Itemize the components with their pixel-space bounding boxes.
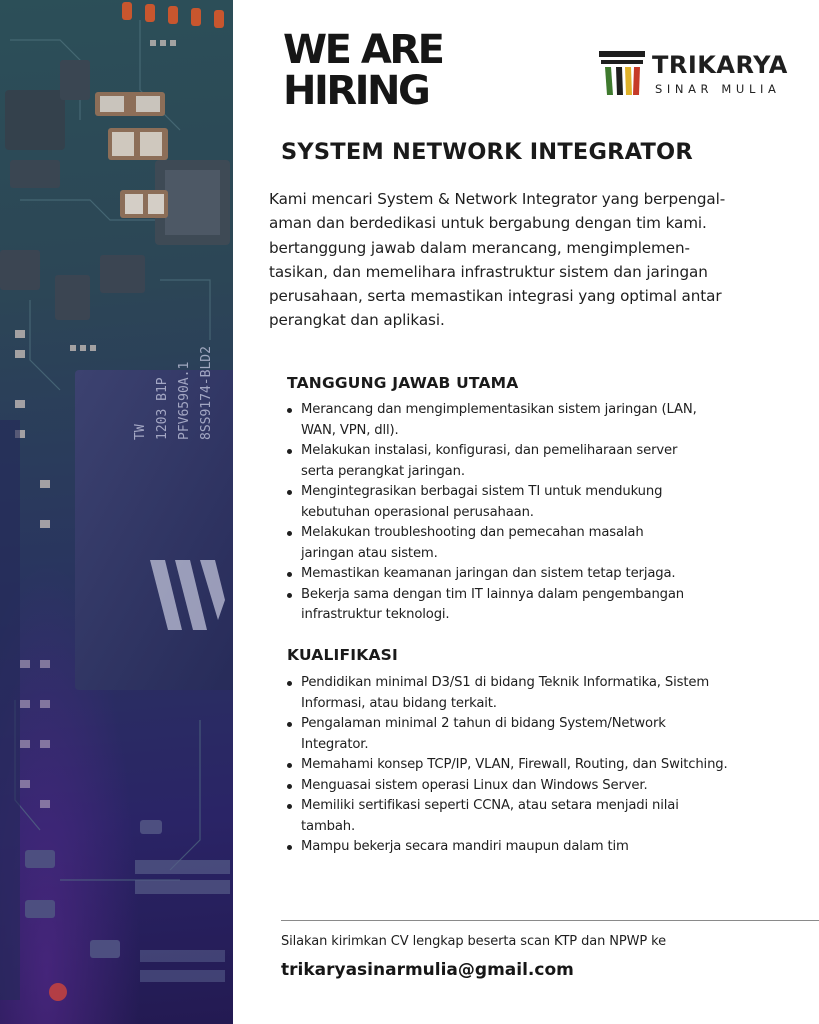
company-logo-mark-icon [599, 51, 645, 97]
qualification-line: tambah. [301, 818, 356, 834]
duty-line: kebutuhan operasional perusahaan. [301, 504, 534, 520]
duty-line: Memastikan keamanan jaringan dan sistem tetap terjaga. [301, 566, 676, 581]
qualification-line: Memahami konsep TCP/IP, VLAN, Firewall, Routing, dan Switching. [301, 757, 728, 772]
qualification-line: Pendidikan minimal D3/S1 di bidang Teknik Informatika, Sistem [301, 675, 710, 690]
company-logo [599, 51, 788, 99]
qualifications-list [287, 673, 807, 858]
qualification-item [287, 673, 807, 714]
qualification-item [287, 796, 807, 837]
qualification-line: Pengalaman minimal 2 tahun di bidang System/Network [301, 716, 666, 731]
qualification-item [287, 755, 807, 776]
footer-divider [281, 920, 819, 921]
duty-item [287, 585, 807, 626]
chip-marking-3: 1203 B1P [155, 377, 170, 440]
duty-item [287, 482, 807, 523]
qualification-item [287, 776, 807, 797]
duties-heading: TANGGUNG JAWAB UTAMA [287, 374, 519, 392]
duty-line: Melakukan instalasi, konfigurasi, dan pemeliharaan server [301, 443, 678, 458]
circuit-board-illustration [0, 0, 233, 1024]
application-instruction: Silakan kirimkan CV lengkap beserta scan KTP dan NPWP ke [281, 934, 667, 949]
qualification-line: Mampu bekerja secara mandiri maupun dalam tim [301, 839, 629, 854]
job-intro [269, 187, 799, 333]
hiring-line-1: WE ARE [283, 27, 443, 73]
duty-line: Merancang dan mengimplementasikan sistem jaringan (LAN, [301, 402, 697, 417]
chip-marking-1: 8SS9174-BLD2 [199, 346, 214, 440]
intro-line: aman dan berdedikasi untuk bergabung dengan tim kami. [269, 214, 707, 233]
qualification-line: Informasi, atau bidang terkait. [301, 695, 497, 711]
chip-marking-2: PFV6590A.1 [177, 361, 192, 440]
duty-line: Mengintegrasikan berbagai sistem TI untuk mendukung [301, 484, 663, 499]
duty-item [287, 523, 807, 564]
job-title: SYSTEM NETWORK INTEGRATOR [281, 139, 693, 165]
duty-line: infrastruktur teknologi. [301, 607, 450, 622]
intro-line: Kami mencari System & Network Integrator yang berpengal- [269, 190, 726, 208]
duty-line: Bekerja sama dengan tim IT lainnya dalam pengembangan [301, 586, 685, 602]
intro-line: bertanggung jawab dalam merancang, mengimplemen- [269, 238, 690, 257]
hiring-line-2: HIRING [283, 68, 429, 114]
hiring-headline [283, 27, 443, 114]
qualification-line: Menguasai sistem operasi Linux dan Windows Server. [301, 777, 648, 793]
duties-list [287, 400, 807, 626]
qualification-item [287, 714, 807, 755]
duty-line: jaringan atau sistem. [301, 545, 438, 561]
company-name: TRIKARYA [652, 51, 788, 79]
qualification-item [287, 837, 807, 858]
qualifications-heading: KUALIFIKASI [287, 646, 398, 664]
duty-line: serta perangkat jaringan. [301, 463, 465, 479]
job-posting-panel [233, 0, 819, 1024]
duty-line: WAN, VPN, dll). [301, 422, 399, 438]
duty-item [287, 564, 807, 585]
intro-line: perusahaan, serta memastikan integrasi yang optimal antar [269, 287, 722, 306]
duty-item [287, 400, 807, 441]
qualification-line: Integrator. [301, 736, 369, 752]
company-subtitle: SINAR MULIA [655, 82, 781, 96]
intro-line: tasikan, dan memelihara infrastruktur sistem dan jaringan [269, 262, 708, 281]
intro-line: perangkat dan aplikasi. [269, 311, 445, 330]
duty-item [287, 441, 807, 482]
duty-line: Melakukan troubleshooting dan pemecahan masalah [301, 525, 644, 540]
circuit-board-photo [0, 0, 233, 1024]
chip-marking-4: TW [133, 424, 148, 440]
qualification-line: Memiliki sertifikasi seperti CCNA, atau setara menjadi nilai [301, 798, 679, 813]
contact-email[interactable]: trikaryasinarmulia@gmail.com [281, 960, 574, 980]
